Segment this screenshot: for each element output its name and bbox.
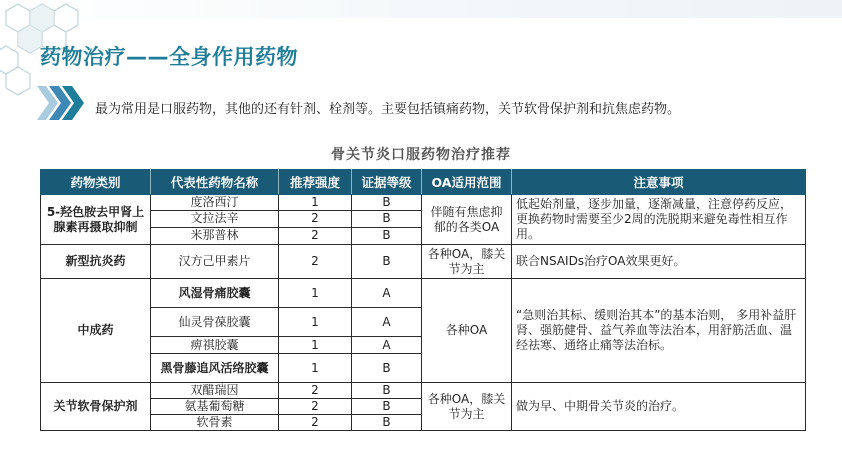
strength-cell: 2 [279, 245, 352, 279]
drug-name-cell: 风湿骨痛胶囊 [151, 279, 279, 308]
category-cell: 中成药 [41, 279, 151, 383]
scope-cell: 伴随有焦虑抑郁的各类OA [422, 195, 512, 245]
category-cell: 新型抗炎药 [41, 245, 151, 279]
table-row [41, 245, 806, 279]
drug-name-cell: 米那普林 [151, 227, 279, 244]
table-row [41, 279, 806, 308]
strength-cell: 1 [279, 308, 352, 337]
evidence-cell: B [352, 383, 422, 399]
column-header: 代表性药物名称 [151, 170, 279, 195]
strength-cell: 1 [279, 337, 352, 354]
column-header: 注意事项 [512, 170, 806, 195]
evidence-cell: A [352, 337, 422, 354]
drug-name-cell: 黑骨藤追风活络胶囊 [151, 354, 279, 383]
category-cell: 5-羟色胺去甲肾上腺素再摄取抑制 [41, 195, 151, 245]
slide-title: 药物治疗——全身作用药物 [40, 45, 298, 69]
column-header: OA适用范围 [422, 170, 512, 195]
chevron-right-icon [37, 86, 85, 120]
drug-name-cell: 文拉法辛 [151, 211, 279, 227]
drug-name-cell: 氨基葡萄糖 [151, 399, 279, 415]
strength-cell: 1 [279, 354, 352, 383]
drug-name-cell: 仙灵骨葆胶囊 [151, 308, 279, 337]
evidence-cell: B [352, 195, 422, 211]
note-cell: 低起始剂量，逐步加量，逐渐减量，注意停药反应，更换药物时需要至少2周的洗脱期来避免毒性相互作用。 [512, 195, 806, 245]
strength-cell: 1 [279, 279, 352, 308]
table-row [41, 195, 806, 211]
column-header: 药物类别 [41, 170, 151, 195]
drug-name-cell: 痹祺胶囊 [151, 337, 279, 354]
evidence-cell: B [352, 211, 422, 227]
evidence-cell: B [352, 245, 422, 279]
drug-name-cell: 软骨素 [151, 415, 279, 431]
table-header-row [41, 170, 806, 195]
table-title: 骨关节炎口服药物治疗推荐 [331, 147, 511, 163]
evidence-cell: B [352, 354, 422, 383]
strength-cell: 2 [279, 399, 352, 415]
scope-cell: 各种OA，膝关节为主 [422, 383, 512, 431]
evidence-cell: B [352, 415, 422, 431]
strength-cell: 2 [279, 383, 352, 399]
drug-name-cell: 双醋瑞因 [151, 383, 279, 399]
strength-cell: 2 [279, 227, 352, 244]
table-row [41, 383, 806, 399]
drug-name-cell: 度洛西汀 [151, 195, 279, 211]
evidence-cell: B [352, 227, 422, 244]
strength-cell: 1 [279, 195, 352, 211]
evidence-cell: B [352, 399, 422, 415]
drug-recommendation-table [40, 169, 806, 431]
note-cell: 联合NSAIDs治疗OA效果更好。 [512, 245, 806, 279]
note-cell: “急则治其标、缓则治其本”的基本治则， 多用补益肝肾、强筋健骨、益气养血等法治本，用舒筋活血、温经祛寒、通络止痛等法治标。 [512, 279, 806, 383]
strength-cell: 2 [279, 415, 352, 431]
evidence-cell: A [352, 308, 422, 337]
drug-name-cell: 汉方己甲素片 [151, 245, 279, 279]
category-cell: 关节软骨保护剂 [41, 383, 151, 431]
column-header: 推荐强度 [279, 170, 352, 195]
column-header: 证据等级 [352, 170, 422, 195]
evidence-cell: A [352, 279, 422, 308]
scope-cell: 各种OA [422, 279, 512, 383]
strength-cell: 2 [279, 211, 352, 227]
note-cell: 做为早、中期骨关节炎的治疗。 [512, 383, 806, 431]
intro-text: 最为常用是口服药物，其他的还有针剂、栓剂等。主要包括镇痛药物，关节软骨保护剂和抗焦虑药物。 [95, 102, 681, 117]
scope-cell: 各种OA，膝关节为主 [422, 245, 512, 279]
